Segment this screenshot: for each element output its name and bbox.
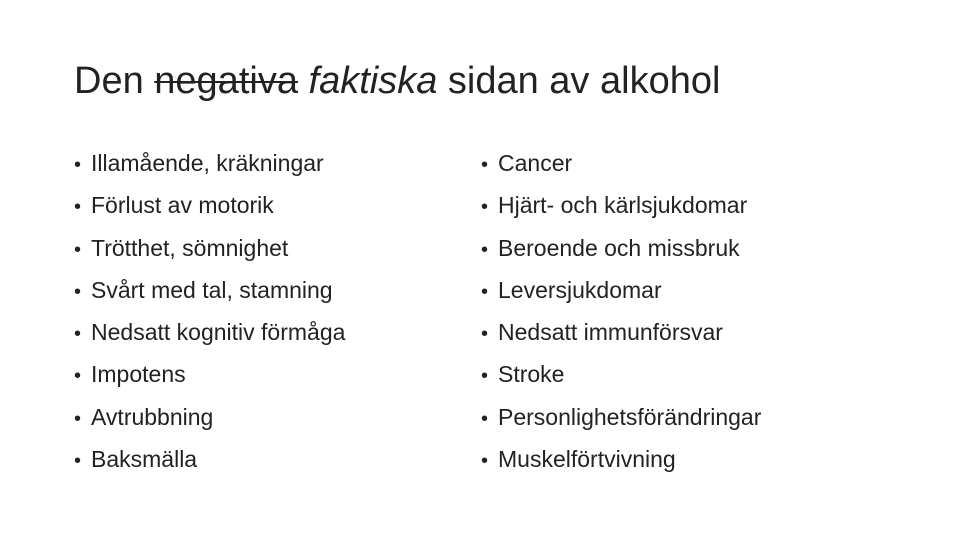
- list-item: [481, 397, 761, 439]
- bullet-icon: •: [481, 450, 489, 473]
- bullet-icon: •: [74, 450, 82, 473]
- bullet-icon: •: [74, 154, 82, 176]
- list-item-text: Personlighetsförändringar: [498, 403, 762, 430]
- list-item-text: Illamående, kräkningar: [91, 150, 324, 176]
- list-item: [481, 185, 761, 227]
- list-item: [74, 185, 345, 227]
- title-italic-word: faktiska: [308, 60, 438, 102]
- list-item-text: Baksmälla: [91, 446, 198, 473]
- list-item-text: Nedsatt immunförsvar: [498, 319, 723, 346]
- slide-title: [74, 56, 720, 106]
- list-item: [74, 270, 345, 312]
- list-item: [481, 439, 761, 481]
- list-item: [481, 270, 761, 312]
- list-item: [481, 228, 761, 270]
- list-item-text: Hjärt- och kärlsjukdomar: [498, 192, 748, 219]
- bullet-icon: •: [481, 238, 489, 261]
- list-item: [74, 397, 345, 439]
- bullet-icon: •: [74, 196, 82, 219]
- bullet-icon: •: [481, 154, 489, 176]
- list-item: [74, 312, 345, 354]
- list-item-text: Förlust av motorik: [91, 192, 274, 219]
- list-item-text: Nedsatt kognitiv förmåga: [91, 319, 346, 346]
- list-item: [481, 354, 761, 396]
- bullet-icon: •: [481, 407, 489, 430]
- list-item: [74, 354, 345, 396]
- bullet-icon: •: [74, 323, 82, 346]
- bullet-icon: •: [481, 323, 489, 346]
- bullet-icon: •: [74, 365, 82, 388]
- list-item: [74, 228, 345, 270]
- title-space: [298, 60, 309, 102]
- bullet-icon: •: [481, 196, 489, 219]
- bullet-icon: •: [481, 280, 489, 303]
- left-bullet-list: [74, 143, 345, 481]
- list-item-text: Cancer: [498, 150, 573, 176]
- bullet-icon: •: [481, 365, 489, 388]
- list-item-text: Avtrubbning: [91, 403, 214, 430]
- right-bullet-list: [481, 143, 761, 481]
- list-item: [481, 143, 761, 185]
- list-item: [74, 439, 345, 481]
- list-item: [74, 143, 345, 185]
- title-rest: sidan av alkohol: [437, 60, 721, 102]
- list-item-text: Leversjukdomar: [498, 276, 662, 303]
- list-item-text: Svårt med tal, stamning: [91, 276, 333, 303]
- list-item: [481, 312, 761, 354]
- list-item-text: Beroende och missbruk: [498, 234, 740, 261]
- list-item-text: Trötthet, sömnighet: [91, 234, 289, 261]
- bullet-icon: •: [74, 238, 82, 261]
- title-part-den: Den: [74, 60, 155, 102]
- title-struck-word: negativa: [154, 60, 298, 102]
- list-item-text: Stroke: [498, 361, 565, 388]
- list-item-text: Muskelförtvivning: [498, 446, 676, 473]
- bullet-icon: •: [74, 407, 82, 430]
- bullet-icon: •: [74, 280, 82, 303]
- list-item-text: Impotens: [91, 361, 186, 388]
